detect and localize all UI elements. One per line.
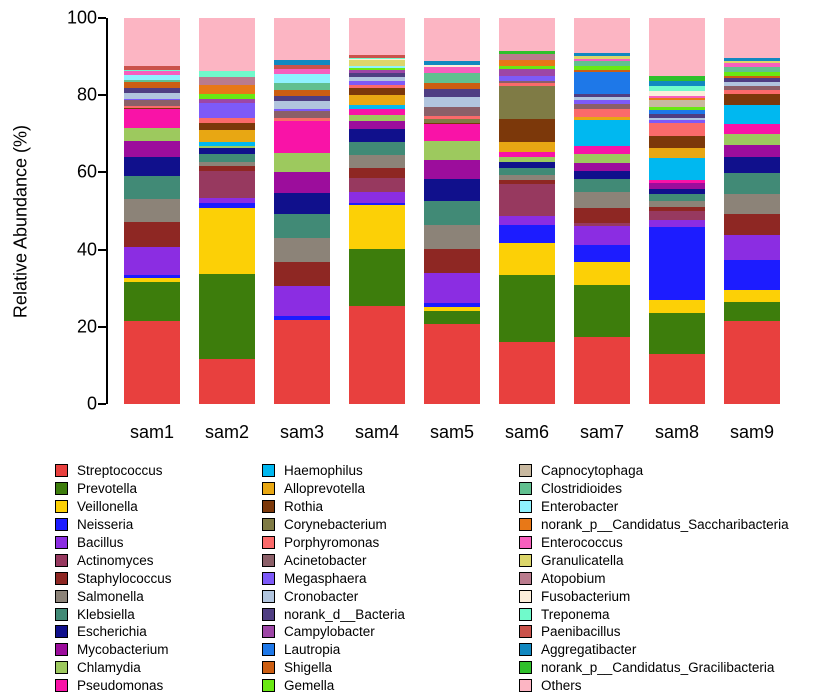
legend-entry [519, 534, 789, 552]
bar-segment-Staphylococcus [424, 249, 480, 273]
bar-segment-Haemophilus [574, 120, 630, 146]
bar-segment-Alloprevotella [649, 148, 705, 158]
legend-swatch-icon [262, 482, 275, 495]
bar-segment-Salmonella [124, 199, 180, 222]
legend-entry [519, 551, 789, 569]
bar-segment-Streptococcus [349, 306, 405, 404]
bar-segment-Mycobacterium [574, 163, 630, 171]
x-axis-label-sam6: sam6 [504, 422, 549, 442]
bar-segment-Klebsiella [199, 154, 255, 163]
bar-segment-Rothia [499, 119, 555, 142]
x-axis-label-sam1: sam1 [129, 422, 174, 442]
legend-entry [519, 498, 789, 516]
legend-label: norank_p__Candidatus_Gracilibacteria [541, 660, 775, 676]
bar-segment-Prevotella [499, 275, 555, 343]
bar-segment-Pseudomonas [124, 109, 180, 128]
legend-label: Mycobacterium [77, 642, 169, 658]
legend-swatch-icon [519, 536, 532, 549]
y-axis-tick [98, 171, 106, 173]
y-axis-tick [98, 403, 106, 405]
legend-label: Granulicatella [541, 552, 624, 568]
legend-column-3 [519, 462, 789, 695]
legend-swatch-icon [262, 572, 275, 585]
bar-segment-Klebsiella [349, 142, 405, 155]
legend-swatch-icon [519, 554, 532, 567]
bar-segment-Salmonella [574, 192, 630, 208]
legend-entry [519, 677, 789, 695]
legend-swatch-icon [55, 536, 68, 549]
legend-entry [55, 462, 172, 480]
legend-entry [262, 641, 405, 659]
legend-swatch-icon [262, 643, 275, 656]
legend-swatch-icon [55, 661, 68, 674]
legend-entry [262, 623, 405, 641]
bar-segment-Salmonella [274, 238, 330, 262]
legend-entry [519, 641, 789, 659]
bar-segment-Pseudomonas [274, 121, 330, 153]
y-axis-tick-label: 100 [66, 7, 97, 28]
legend-label: Atopobium [541, 570, 606, 586]
legend-swatch-icon [55, 572, 68, 585]
bar-segment-norank_p__Candidatus_Saccharibacteria [199, 85, 255, 95]
x-axis-label-sam4: sam4 [354, 422, 399, 442]
bar-segment-Atopobium [199, 77, 255, 85]
legend-swatch-icon [262, 518, 275, 531]
bar-segment-Chlamydia [424, 141, 480, 160]
bar-segment-Escherichia [349, 129, 405, 142]
bar-segment-Bacillus [274, 286, 330, 315]
legend-entry [262, 534, 405, 552]
bar-segment-Chlamydia [274, 153, 330, 172]
bar-segment-Veillonella [724, 290, 780, 302]
legend-entry [55, 480, 172, 498]
bar-segment-Bacillus [124, 247, 180, 275]
x-axis-label-sam2: sam2 [204, 422, 249, 442]
legend-entry [262, 462, 405, 480]
legend-label: Paenibacillus [541, 624, 621, 640]
legend-entry [262, 659, 405, 677]
legend-entry [55, 569, 172, 587]
legend-swatch-icon [519, 625, 532, 638]
legend-label: Bacillus [77, 535, 124, 550]
legend-label: Rothia [284, 499, 324, 515]
y-axis-tick [98, 326, 106, 328]
legend-swatch-icon [262, 608, 275, 621]
legend-label: Enterococcus [541, 535, 623, 550]
legend-swatch-icon [262, 625, 275, 638]
bar-segment-Mycobacterium [274, 172, 330, 193]
legend [0, 462, 827, 698]
legend-swatch-icon [519, 518, 532, 531]
legend-swatch-icon [262, 464, 275, 477]
bar-segment-Others [199, 18, 255, 71]
legend-swatch-icon [55, 500, 68, 513]
x-axis-label-sam9: sam9 [729, 422, 774, 442]
bar-segment-Klebsiella [574, 179, 630, 192]
bar-segment-Veillonella [649, 300, 705, 313]
bar-segment-Pseudomonas [574, 146, 630, 154]
legend-swatch-icon [262, 679, 275, 692]
legend-label: Salmonella [77, 588, 144, 604]
plot-area: Relative Abundance (%) 0 20 40 60 80 100 sam1 sam2 sam3 sam4 sam5 sam6 sam7 sam8 sam9 [107, 18, 813, 404]
bar-segment-Salmonella [349, 155, 405, 168]
legend-entry [262, 551, 405, 569]
legend-label: Klebsiella [77, 606, 135, 622]
legend-entry [519, 623, 789, 641]
legend-entry [55, 605, 172, 623]
bar-sam2 [199, 18, 255, 404]
legend-label: Megasphaera [284, 570, 367, 586]
legend-swatch-icon [55, 643, 68, 656]
bar-segment-Acinetobacter [274, 111, 330, 119]
legend-entry [519, 605, 789, 623]
bar-segment-Porphyromonas [649, 123, 705, 137]
bar-segment-Alloprevotella [349, 95, 405, 105]
bar-segment-Rothia [349, 88, 405, 95]
legend-swatch-icon [262, 554, 275, 567]
bar-segment-Pseudomonas [724, 124, 780, 134]
bar-segment-Acinetobacter [424, 107, 480, 115]
legend-swatch-icon [262, 590, 275, 603]
x-axis-label-sam3: sam3 [279, 422, 324, 442]
bar-segment-Escherichia [274, 193, 330, 214]
legend-label: Others [541, 678, 582, 694]
bar-segment-Bacillus [724, 235, 780, 259]
y-axis-tick-label: 40 [76, 239, 97, 260]
y-axis-tick-label: 20 [76, 316, 97, 337]
legend-entry [55, 498, 172, 516]
bar-segment-Prevotella [574, 285, 630, 337]
bar-segment-Veillonella [499, 243, 555, 274]
legend-entry [55, 641, 172, 659]
y-axis-tick-label: 60 [76, 161, 97, 182]
x-axis-label-sam5: sam5 [429, 422, 474, 442]
legend-column-2 [262, 462, 405, 695]
legend-swatch-icon [519, 500, 532, 513]
bar-segment-Bacillus [574, 226, 630, 245]
legend-entry [55, 587, 172, 605]
legend-entry [519, 462, 789, 480]
legend-entry [262, 480, 405, 498]
bar-segment-Veillonella [574, 262, 630, 284]
bar-segment-Chlamydia [724, 134, 780, 145]
legend-label: Actinomyces [77, 552, 154, 568]
bar-segment-Streptococcus [199, 359, 255, 404]
bar-segment-Klebsiella [499, 168, 555, 175]
legend-label: Prevotella [77, 481, 138, 497]
legend-swatch-icon [55, 464, 68, 477]
legend-entry [262, 498, 405, 516]
legend-label: Staphylococcus [77, 570, 172, 586]
bar-segment-Porphyromonas [574, 109, 630, 117]
y-axis-line [106, 18, 108, 404]
legend-swatch-icon [519, 482, 532, 495]
legend-label: Shigella [284, 660, 333, 676]
legend-entry [55, 516, 172, 534]
bar-segment-Staphylococcus [574, 208, 630, 223]
bar-segment-Streptococcus [724, 321, 780, 404]
bar-segment-Bacillus [349, 192, 405, 202]
bar-segment-Staphylococcus [124, 222, 180, 246]
legend-swatch-icon [55, 518, 68, 531]
legend-label: Neisseria [77, 517, 134, 533]
legend-label: Campylobacter [284, 624, 375, 640]
bar-segment-Others [724, 18, 780, 57]
legend-swatch-icon [519, 661, 532, 674]
bar-segment-Capnocytophaga [649, 100, 705, 107]
bar-segment-Lautropia [574, 72, 630, 94]
bar-segment-Chlamydia [574, 154, 630, 162]
legend-label: Haemophilus [284, 463, 363, 479]
bar-segment-Clostridioides [424, 73, 480, 83]
legend-swatch-icon [55, 679, 68, 692]
bar-segment-Prevotella [424, 311, 480, 323]
legend-label: Clostridioides [541, 481, 623, 497]
y-axis-tick [98, 17, 106, 19]
legend-label: Pseudomonas [77, 678, 164, 694]
legend-label: Chlamydia [77, 660, 141, 676]
legend-swatch-icon [262, 536, 275, 549]
legend-label: Alloprevotella [284, 481, 366, 497]
bar-segment-Others [649, 18, 705, 75]
bar-segment-Escherichia [424, 179, 480, 201]
bar-segment-Neisseria [499, 225, 555, 244]
bar-segment-Haemophilus [724, 105, 780, 124]
bar-segment-Neisseria [724, 260, 780, 290]
legend-entry [262, 677, 405, 695]
bar-segment-Bacillus [424, 273, 480, 302]
bar-segment-Haemophilus [649, 158, 705, 179]
legend-label: Capnocytophaga [541, 463, 644, 479]
bar-segment-Actinomyces [349, 178, 405, 192]
bar-segment-Klebsiella [124, 176, 180, 199]
bar-segment-Streptococcus [649, 354, 705, 404]
bar-segment-Salmonella [424, 225, 480, 249]
bar-segment-Others [499, 18, 555, 51]
legend-swatch-icon [519, 608, 532, 621]
bar-segment-Enterobacter [274, 74, 330, 83]
bar-segment-Rothia [724, 94, 780, 105]
bar-segment-Mycobacterium [724, 145, 780, 158]
bar-segment-Mycobacterium [124, 141, 180, 156]
bar-segment-Streptococcus [499, 342, 555, 404]
bar-segment-Klebsiella [274, 214, 330, 238]
bar-sam1 [124, 18, 180, 404]
legend-swatch-icon [519, 679, 532, 692]
bar-segment-Clostridioides [274, 83, 330, 90]
legend-swatch-icon [519, 590, 532, 603]
legend-label: Veillonella [77, 499, 138, 515]
bar-segment-Streptococcus [124, 321, 180, 404]
bar-segment-Chlamydia [124, 128, 180, 142]
bar-segment-Shigella [124, 82, 180, 89]
bar-segment-Cronobacter [424, 97, 480, 107]
bar-segment-Prevotella [724, 302, 780, 321]
bar-segment-Prevotella [349, 249, 405, 306]
legend-entry [55, 659, 172, 677]
legend-entry [262, 569, 405, 587]
bar-segment-Staphylococcus [724, 214, 780, 235]
bar-sam3 [274, 18, 330, 404]
bar-segment-Mycobacterium [424, 160, 480, 179]
bar-segment-Klebsiella [724, 173, 780, 194]
bar-segment-Streptococcus [424, 324, 480, 404]
y-axis-tick-label: 0 [86, 393, 97, 414]
legend-label: Enterobacter [541, 499, 619, 515]
bar-segment-Corynebacterium [499, 86, 555, 119]
legend-label: Lautropia [284, 642, 341, 658]
bar-sam6 [499, 18, 555, 404]
y-axis-tick [98, 249, 106, 251]
bar-segment-Actinomyces [649, 211, 705, 220]
legend-swatch-icon [55, 590, 68, 603]
legend-label: Streptococcus [77, 463, 163, 479]
bar-segment-Actinomyces [199, 171, 255, 199]
legend-label: Cronobacter [284, 588, 359, 604]
bar-segment-Klebsiella [424, 201, 480, 225]
bar-segment-Staphylococcus [274, 262, 330, 286]
bar-segment-Streptococcus [274, 320, 330, 404]
bar-sam9 [724, 18, 780, 404]
legend-swatch-icon [55, 554, 68, 567]
x-axis-label-sam7: sam7 [579, 422, 624, 442]
legend-entry [55, 534, 172, 552]
bar-segment-Prevotella [124, 282, 180, 321]
legend-label: Treponema [541, 606, 610, 622]
bar-segment-Rothia [199, 123, 255, 130]
legend-label: Corynebacterium [284, 517, 387, 533]
legend-swatch-icon [55, 482, 68, 495]
bar-segment-Campylobacter [499, 69, 555, 76]
legend-label: Escherichia [77, 624, 147, 640]
bar-segment-Actinomyces [499, 184, 555, 216]
legend-swatch-icon [262, 661, 275, 674]
bar-segment-Pseudomonas [424, 124, 480, 141]
legend-entry [519, 659, 789, 677]
legend-entry [55, 677, 172, 695]
legend-entry [519, 480, 789, 498]
bar-segment-Prevotella [649, 313, 705, 353]
legend-swatch-icon [55, 608, 68, 621]
bar-segment-Bacillus [499, 216, 555, 224]
legend-entry [262, 587, 405, 605]
legend-label: norank_p__Candidatus_Saccharibacteria [541, 517, 789, 533]
legend-swatch-icon [519, 464, 532, 477]
bar-sam8 [649, 18, 705, 404]
bar-sam5 [424, 18, 480, 404]
bar-segment-Others [124, 18, 180, 66]
bar-segment-Others [349, 18, 405, 55]
bar-segment-Prevotella [199, 274, 255, 359]
bar-segment-Others [574, 18, 630, 53]
legend-label: Porphyromonas [284, 535, 380, 550]
legend-entry [55, 623, 172, 641]
legend-column-1 [55, 462, 172, 695]
legend-label: Gemella [284, 678, 335, 694]
legend-swatch-icon [519, 643, 532, 656]
bar-segment-Escherichia [124, 157, 180, 176]
bar-segment-Neisseria [649, 227, 705, 300]
bar-segment-norank_d__Bacteria [424, 89, 480, 97]
legend-label: Fusobacterium [541, 588, 631, 604]
legend-swatch-icon [519, 572, 532, 585]
legend-entry [519, 516, 789, 534]
bar-segment-Others [274, 18, 330, 60]
bar-segment-Rothia [649, 136, 705, 148]
bar-sam4 [349, 18, 405, 404]
bar-segment-Megasphaera [199, 103, 255, 118]
bar-segment-Salmonella [724, 194, 780, 214]
legend-entry [519, 587, 789, 605]
bar-segment-Mycobacterium [349, 121, 405, 129]
legend-label: Acinetobacter [284, 552, 367, 568]
bar-segment-Staphylococcus [349, 168, 405, 178]
bar-segment-Cronobacter [274, 101, 330, 109]
bar-segment-Neisseria [574, 245, 630, 262]
y-axis-tick [98, 94, 106, 96]
bar-segment-Alloprevotella [499, 142, 555, 152]
bar-sam7 [574, 18, 630, 404]
bar-segment-Escherichia [574, 171, 630, 179]
bar-segment-Streptococcus [574, 337, 630, 404]
bar-segment-Others [424, 18, 480, 61]
bar-segment-Alloprevotella [199, 130, 255, 142]
x-axis-label-sam8: sam8 [654, 422, 699, 442]
legend-entry [55, 551, 172, 569]
legend-label: Aggregatibacter [541, 642, 637, 658]
legend-entry [262, 516, 405, 534]
legend-swatch-icon [262, 500, 275, 513]
legend-entry [519, 569, 789, 587]
y-axis-tick-label: 80 [76, 84, 97, 105]
bar-segment-Veillonella [349, 205, 405, 248]
legend-swatch-icon [55, 625, 68, 638]
bar-segment-Veillonella [199, 208, 255, 274]
legend-label: norank_d__Bacteria [284, 606, 405, 622]
legend-entry [262, 605, 405, 623]
bar-segment-Escherichia [724, 157, 780, 173]
